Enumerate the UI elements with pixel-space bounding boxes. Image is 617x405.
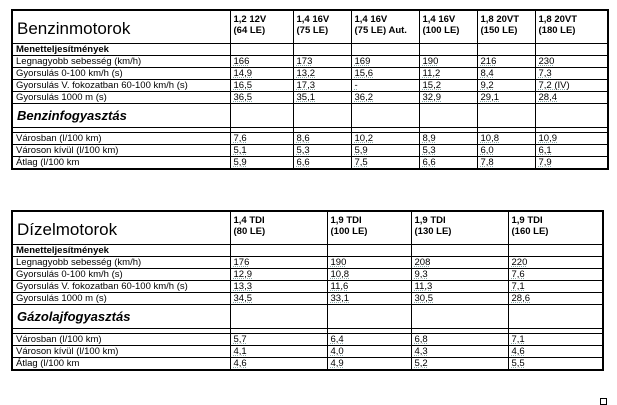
cell-value: 7,9: [535, 156, 608, 169]
cell-value: 10,8: [477, 132, 535, 144]
table-row: [12, 132, 608, 144]
cell-value: 7,8: [477, 156, 535, 169]
engine-header: 1,4 TDI (80 LE): [230, 211, 327, 244]
cell-value: 7,2 (IV): [535, 79, 608, 91]
cell-value: 11,6: [327, 280, 411, 292]
cell-value: 173: [293, 55, 351, 67]
cell-value: 7,1: [508, 333, 603, 345]
cell-value: 4,3: [411, 345, 508, 357]
engine-header: 1,2 12V (64 LE): [230, 10, 293, 43]
cell-value: 6,1: [535, 144, 608, 156]
cell-value: 30,5: [411, 292, 508, 304]
cell-value: 17,3: [293, 79, 351, 91]
cell-value: 176: [230, 256, 327, 268]
cell-value: 4,9: [327, 357, 411, 370]
fuel-section-label: Benzinfogyasztás: [12, 103, 230, 127]
row-label: Városban (l/100 km): [12, 132, 230, 144]
row-label: Városon kívül (l/100 km): [12, 144, 230, 156]
performance-section-label: Menetteljesítmények: [12, 244, 230, 256]
engine-header: 1,8 20VT (150 LE): [477, 10, 535, 43]
petrol-engines-table: [11, 9, 609, 170]
row-label: Gyorsulás V. fokozatban 60-100 km/h (s): [12, 280, 230, 292]
diesel-engines-table: [11, 210, 604, 371]
cell-value: 5,2: [411, 357, 508, 370]
cell-value: 15,6: [351, 67, 419, 79]
engine-header: 1,8 20VT (180 LE): [535, 10, 608, 43]
row-label: Gyorsulás V. fokozatban 60-100 km/h (s): [12, 79, 230, 91]
cell-value: 5,9: [351, 144, 419, 156]
row-label: Gyorsulás 0-100 km/h (s): [12, 268, 230, 280]
cell-value: 190: [327, 256, 411, 268]
cell-value: 7,1: [508, 280, 603, 292]
table-row: [12, 333, 603, 345]
section-header-row: [12, 43, 608, 55]
cell-value: 15,2: [419, 79, 477, 91]
cell-value: -: [351, 79, 419, 91]
table-row: [12, 256, 603, 268]
engine-header: 1,9 TDI (160 LE): [508, 211, 603, 244]
table-row: [12, 55, 608, 67]
cell-value: 36,2: [351, 91, 419, 103]
cell-value: 5,9: [230, 156, 293, 169]
cell-value: 8,6: [293, 132, 351, 144]
table-row: [12, 345, 603, 357]
table-row: [12, 144, 608, 156]
cell-value: 36,5: [230, 91, 293, 103]
cell-value: 7,6: [508, 268, 603, 280]
cell-value: 208: [411, 256, 508, 268]
row-label: Gyorsulás 0-100 km/h (s): [12, 67, 230, 79]
cell-value: 10,2: [351, 132, 419, 144]
cell-value: 4,0: [327, 345, 411, 357]
petrol-title: Benzinmotorok: [12, 10, 230, 43]
cell-value: 35,1: [293, 91, 351, 103]
cell-value: 32,9: [419, 91, 477, 103]
engine-header: 1,4 16V (75 LE) Aut.: [351, 10, 419, 43]
cell-value: 4,1: [230, 345, 327, 357]
table-row: [12, 91, 608, 103]
cell-value: 10,9: [535, 132, 608, 144]
cell-value: 166: [230, 55, 293, 67]
engine-header: 1,9 TDI (130 LE): [411, 211, 508, 244]
cell-value: 8,4: [477, 67, 535, 79]
cell-value: 190: [419, 55, 477, 67]
cell-value: 16,5: [230, 79, 293, 91]
fuel-section-row: [12, 103, 608, 127]
cell-value: 14,9: [230, 67, 293, 79]
row-label: Városon kívül (l/100 km): [12, 345, 230, 357]
row-label: Átlag (l/100 km: [12, 156, 230, 169]
table-row: [12, 156, 608, 169]
cell-value: 9,2: [477, 79, 535, 91]
row-label: Városban (l/100 km): [12, 333, 230, 345]
cell-value: 5,1: [230, 144, 293, 156]
cell-value: 8,9: [419, 132, 477, 144]
cell-value: 11,3: [411, 280, 508, 292]
cell-value: 4,6: [508, 345, 603, 357]
cell-value: 5,3: [293, 144, 351, 156]
fuel-section-label: Gázolajfogyasztás: [12, 304, 230, 328]
row-label: Gyorsulás 1000 m (s): [12, 292, 230, 304]
cell-value: 6,6: [419, 156, 477, 169]
table-row: [12, 280, 603, 292]
cell-value: 7,3: [535, 67, 608, 79]
cell-value: 13,3: [230, 280, 327, 292]
cell-value: 9,3: [411, 268, 508, 280]
engine-header: 1,9 TDI (100 LE): [327, 211, 411, 244]
table-row: [12, 292, 603, 304]
cell-value: 13,2: [293, 67, 351, 79]
row-label: Legnagyobb sebesség (km/h): [12, 55, 230, 67]
cell-value: 6,6: [293, 156, 351, 169]
row-label: Gyorsulás 1000 m (s): [12, 91, 230, 103]
cell-value: 10,8: [327, 268, 411, 280]
resize-handle[interactable]: [600, 398, 607, 405]
engine-header: 1,4 16V (75 LE): [293, 10, 351, 43]
diesel-header-row: [12, 211, 603, 244]
petrol-header-row: [12, 10, 608, 43]
cell-value: 33,1: [327, 292, 411, 304]
cell-value: 6,4: [327, 333, 411, 345]
cell-value: 6,0: [477, 144, 535, 156]
cell-value: 5,5: [508, 357, 603, 370]
cell-value: 28,4: [535, 91, 608, 103]
diesel-title: Dízelmotorok: [12, 211, 230, 244]
cell-value: 11,2: [419, 67, 477, 79]
cell-value: 34,5: [230, 292, 327, 304]
engine-header: 1,4 16V (100 LE): [419, 10, 477, 43]
cell-value: 169: [351, 55, 419, 67]
cell-value: 216: [477, 55, 535, 67]
section-header-row: [12, 244, 603, 256]
cell-value: 220: [508, 256, 603, 268]
performance-section-label: Menetteljesítmények: [12, 43, 230, 55]
cell-value: 29,1: [477, 91, 535, 103]
table-row: [12, 67, 608, 79]
table-row: [12, 79, 608, 91]
cell-value: 230: [535, 55, 608, 67]
row-label: Átlag (l/100 km: [12, 357, 230, 370]
cell-value: 5,3: [419, 144, 477, 156]
fuel-section-row: [12, 304, 603, 328]
cell-value: 28,6: [508, 292, 603, 304]
cell-value: 7,6: [230, 132, 293, 144]
cell-value: 6,8: [411, 333, 508, 345]
cell-value: 5,7: [230, 333, 327, 345]
table-row: [12, 357, 603, 370]
row-label: Legnagyobb sebesség (km/h): [12, 256, 230, 268]
table-row: [12, 268, 603, 280]
cell-value: 7,5: [351, 156, 419, 169]
cell-value: 4,6: [230, 357, 327, 370]
cell-value: 12,9: [230, 268, 327, 280]
